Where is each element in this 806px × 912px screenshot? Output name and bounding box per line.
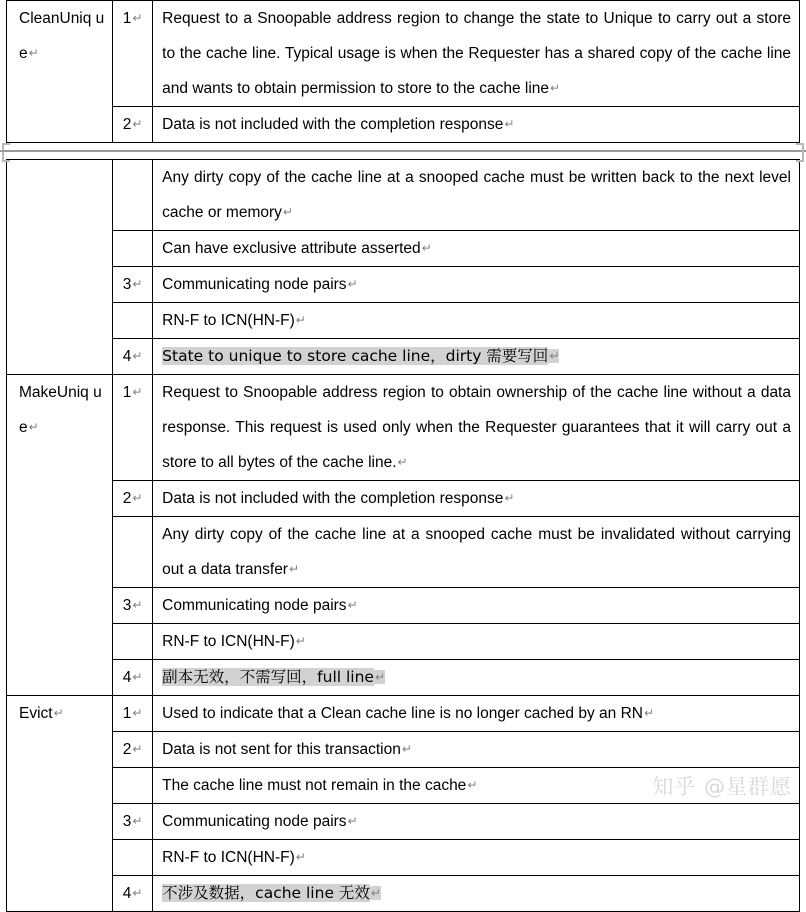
pilcrow-icon: ↵: [295, 313, 306, 327]
row-number-text: [113, 840, 152, 875]
row-number-text: [113, 481, 152, 516]
row-name-text: [7, 1, 112, 71]
row-number-label: 1: [122, 705, 132, 722]
pilcrow-icon: ↵: [504, 117, 515, 131]
pilcrow-icon: ↵: [132, 706, 143, 720]
row-description-cell: [153, 696, 800, 732]
pilcrow-icon: ↵: [397, 455, 408, 469]
table-row: [7, 267, 800, 303]
row-number-label: 1: [122, 384, 132, 401]
table-row: [7, 1, 800, 107]
table-row: [7, 231, 800, 267]
row-description-text: [153, 267, 799, 302]
table-fragment-bottom: [6, 159, 800, 912]
pilcrow-icon: ↵: [295, 634, 306, 648]
table-row: [7, 804, 800, 840]
row-number-text: [113, 1, 152, 36]
row-description-cell: [153, 303, 800, 339]
row-description-label: RN-F to ICN(HN-F): [162, 633, 295, 650]
pilcrow-icon: ↵: [132, 742, 143, 756]
pilcrow-icon: ↵: [132, 277, 143, 291]
row-description-label: Any dirty copy of the cache line at a snooped cache must be invalidated without carrying out a data transfer: [162, 526, 791, 578]
row-number-text: [113, 517, 152, 552]
row-number-text: [113, 660, 152, 695]
row-description-cell: [153, 160, 800, 231]
row-number-label: 3: [122, 276, 132, 293]
row-description-label: Communicating node pairs: [162, 813, 347, 830]
row-number-cell: [113, 588, 153, 624]
row-number-text: [113, 804, 152, 839]
row-number-text: [113, 588, 152, 623]
row-number-text: [113, 876, 152, 911]
row-number-text: [113, 303, 152, 338]
row-number-cell: [113, 768, 153, 804]
row-description-cell: [153, 375, 800, 481]
row-description-text: [153, 107, 799, 142]
row-description-text: [153, 339, 799, 374]
row-description-cell: [153, 768, 800, 804]
row-number-text: [113, 768, 152, 803]
page-break-rule: [0, 150, 806, 152]
pilcrow-icon: ↵: [643, 706, 655, 720]
row-description-cell: [153, 339, 800, 375]
row-number-cell: [113, 732, 153, 768]
row-description-cell: [153, 231, 800, 267]
row-description-cell: [153, 732, 800, 768]
row-number-label: 2: [122, 116, 132, 133]
row-description-text: [153, 696, 799, 731]
row-description-label: Request to a Snoopable address region to change the state to Unique to carry out a store to the cache line. Typical usage is when the Requester has a shared copy of the cache line and wants to obtain permission to store to the cache line: [162, 10, 791, 97]
row-description-text: [153, 804, 799, 839]
row-description-cell: [153, 840, 800, 876]
row-description-label: Used to indicate that a Clean cache line is no longer cached by an RN: [162, 705, 643, 722]
table-row: [7, 107, 800, 143]
pilcrow-icon: ↵: [467, 778, 478, 792]
row-description-label: Any dirty copy of the cache line at a snooped cache must be written back to the next level cache or memory: [162, 169, 791, 221]
row-number-cell: [113, 267, 153, 303]
pilcrow-icon: ↵: [550, 81, 561, 95]
table-row: [7, 876, 800, 912]
row-number-label: 2: [122, 490, 132, 507]
pilcrow-icon: ↵: [132, 349, 143, 363]
pilcrow-icon: ↵: [421, 241, 432, 255]
row-description-text: [153, 231, 799, 266]
table-row: [7, 160, 800, 231]
row-description-text: [153, 303, 799, 338]
row-description-text: [153, 624, 799, 659]
pilcrow-icon: ↵: [347, 598, 358, 612]
row-description-label: Data is not included with the completion response: [162, 490, 504, 507]
table-bottom-body: [7, 160, 800, 912]
row-name-label: Evict: [19, 705, 53, 722]
table-row: [7, 660, 800, 696]
row-name-cell: [7, 375, 113, 696]
pilcrow-icon: ↵: [132, 385, 143, 399]
row-number-cell: [113, 160, 153, 231]
page-break-separator: [0, 143, 806, 159]
pilcrow-icon: ↵: [132, 886, 143, 900]
table-row: [7, 732, 800, 768]
row-name-label: CleanUniq ue: [19, 10, 105, 62]
row-name-cell: [7, 1, 113, 143]
pilcrow-icon: ↵: [53, 706, 64, 720]
row-number-text: [113, 160, 152, 195]
row-description-cell: [153, 804, 800, 840]
page-break-right-marker: [796, 143, 804, 162]
row-number-cell: [113, 481, 153, 517]
row-description-cell: [153, 624, 800, 660]
row-name-text: [7, 375, 112, 445]
pilcrow-icon: ↵: [28, 46, 39, 60]
row-description-label: State to unique to store cache line，dirty 需要写回: [162, 347, 549, 365]
row-description-text: [153, 375, 799, 480]
row-number-text: [113, 696, 152, 731]
row-number-cell: [113, 517, 153, 588]
pilcrow-icon: ↵: [347, 277, 358, 291]
pilcrow-icon: ↵: [132, 491, 143, 505]
row-number-cell: [113, 876, 153, 912]
row-number-cell: [113, 804, 153, 840]
row-number-cell: [113, 840, 153, 876]
row-description-label: RN-F to ICN(HN-F): [162, 849, 295, 866]
pilcrow-icon: ↵: [288, 562, 300, 576]
row-description-text: [153, 1, 799, 106]
table-row: [7, 768, 800, 804]
row-description-label: 副本无效，不需写回，full line: [162, 668, 374, 686]
table-row: [7, 588, 800, 624]
row-number-label: 3: [122, 597, 132, 614]
row-name-cell: [7, 696, 113, 912]
pilcrow-icon: ↵: [370, 886, 381, 900]
table-row: [7, 696, 800, 732]
row-description-label: 不涉及数据，cache line 无效: [162, 884, 370, 902]
row-number-text: [113, 231, 152, 266]
pilcrow-icon: ↵: [132, 670, 143, 684]
row-description-cell: [153, 660, 800, 696]
row-number-label: 2: [122, 741, 132, 758]
row-description-text: [153, 588, 799, 623]
pilcrow-icon: ↵: [504, 491, 515, 505]
row-number-text: [113, 267, 152, 302]
row-description-text: [153, 481, 799, 516]
table-row: [7, 517, 800, 588]
table-row: [7, 339, 800, 375]
row-description-text: [153, 876, 799, 911]
row-description-cell: [153, 588, 800, 624]
row-description-label: Request to Snoopable address region to obtain ownership of the cache line without a data response. This request is used only when the Requester guarantees that it will carry out a store to all bytes of the cache line.: [162, 384, 791, 471]
row-description-text: [153, 732, 799, 767]
row-number-text: [113, 732, 152, 767]
row-description-label: Communicating node pairs: [162, 597, 347, 614]
row-number-cell: [113, 375, 153, 481]
row-number-text: [113, 624, 152, 659]
row-number-text: [113, 339, 152, 374]
row-description-cell: [153, 1, 800, 107]
row-number-text: [113, 375, 152, 410]
pilcrow-icon: ↵: [374, 670, 386, 684]
row-description-label: Data is not sent for this transaction: [162, 741, 401, 758]
row-number-cell: [113, 303, 153, 339]
row-description-cell: [153, 481, 800, 517]
table-row: [7, 375, 800, 481]
row-number-cell: [113, 660, 153, 696]
row-description-text: [153, 660, 799, 695]
row-description-label: The cache line must not remain in the cache: [162, 777, 467, 794]
table-row: [7, 303, 800, 339]
row-description-cell: [153, 517, 800, 588]
pilcrow-icon: ↵: [295, 850, 306, 864]
pilcrow-icon: ↵: [28, 420, 39, 434]
row-description-cell: [153, 876, 800, 912]
row-description-text: [153, 840, 799, 875]
row-description-cell: [153, 267, 800, 303]
row-description-text: [153, 517, 799, 587]
row-description-text: [153, 160, 799, 230]
row-number-cell: [113, 339, 153, 375]
row-name-text: [7, 160, 112, 195]
row-description-cell: [153, 107, 800, 143]
row-description-label: Communicating node pairs: [162, 276, 347, 293]
pilcrow-icon: ↵: [132, 11, 143, 25]
pilcrow-icon: ↵: [347, 814, 358, 828]
zhihu-watermark: 知乎 @星群愿: [652, 775, 792, 799]
row-number-label: 3: [122, 813, 132, 830]
row-description-label: RN-F to ICN(HN-F): [162, 312, 295, 329]
pilcrow-icon: ↵: [132, 117, 143, 131]
row-number-label: 4: [122, 669, 132, 686]
row-number-cell: [113, 231, 153, 267]
row-number-label: 4: [122, 348, 132, 365]
pilcrow-icon: ↵: [401, 742, 412, 756]
row-number-cell: [113, 696, 153, 732]
row-name-label: MakeUniq ue: [19, 384, 102, 436]
table-row: [7, 840, 800, 876]
row-number-cell: [113, 1, 153, 107]
pilcrow-icon: ↵: [132, 814, 143, 828]
row-description-label: Data is not included with the completion response: [162, 116, 504, 133]
row-number-label: 4: [122, 885, 132, 902]
row-number-text: [113, 107, 152, 142]
row-number-label: 1: [122, 10, 132, 27]
table-top-body: [7, 1, 800, 143]
pilcrow-icon: ↵: [549, 349, 560, 363]
row-number-cell: [113, 107, 153, 143]
table-fragment-top: [6, 0, 800, 143]
table-row: [7, 624, 800, 660]
table-row: [7, 481, 800, 517]
row-number-cell: [113, 624, 153, 660]
row-name-cell: [7, 160, 113, 375]
pilcrow-icon: ↵: [282, 205, 293, 219]
page-break-left-marker: [2, 143, 10, 162]
row-description-text: [153, 768, 799, 803]
pilcrow-icon: ↵: [132, 598, 143, 612]
row-description-label: Can have exclusive attribute asserted: [162, 240, 421, 257]
row-name-text: [7, 696, 112, 731]
